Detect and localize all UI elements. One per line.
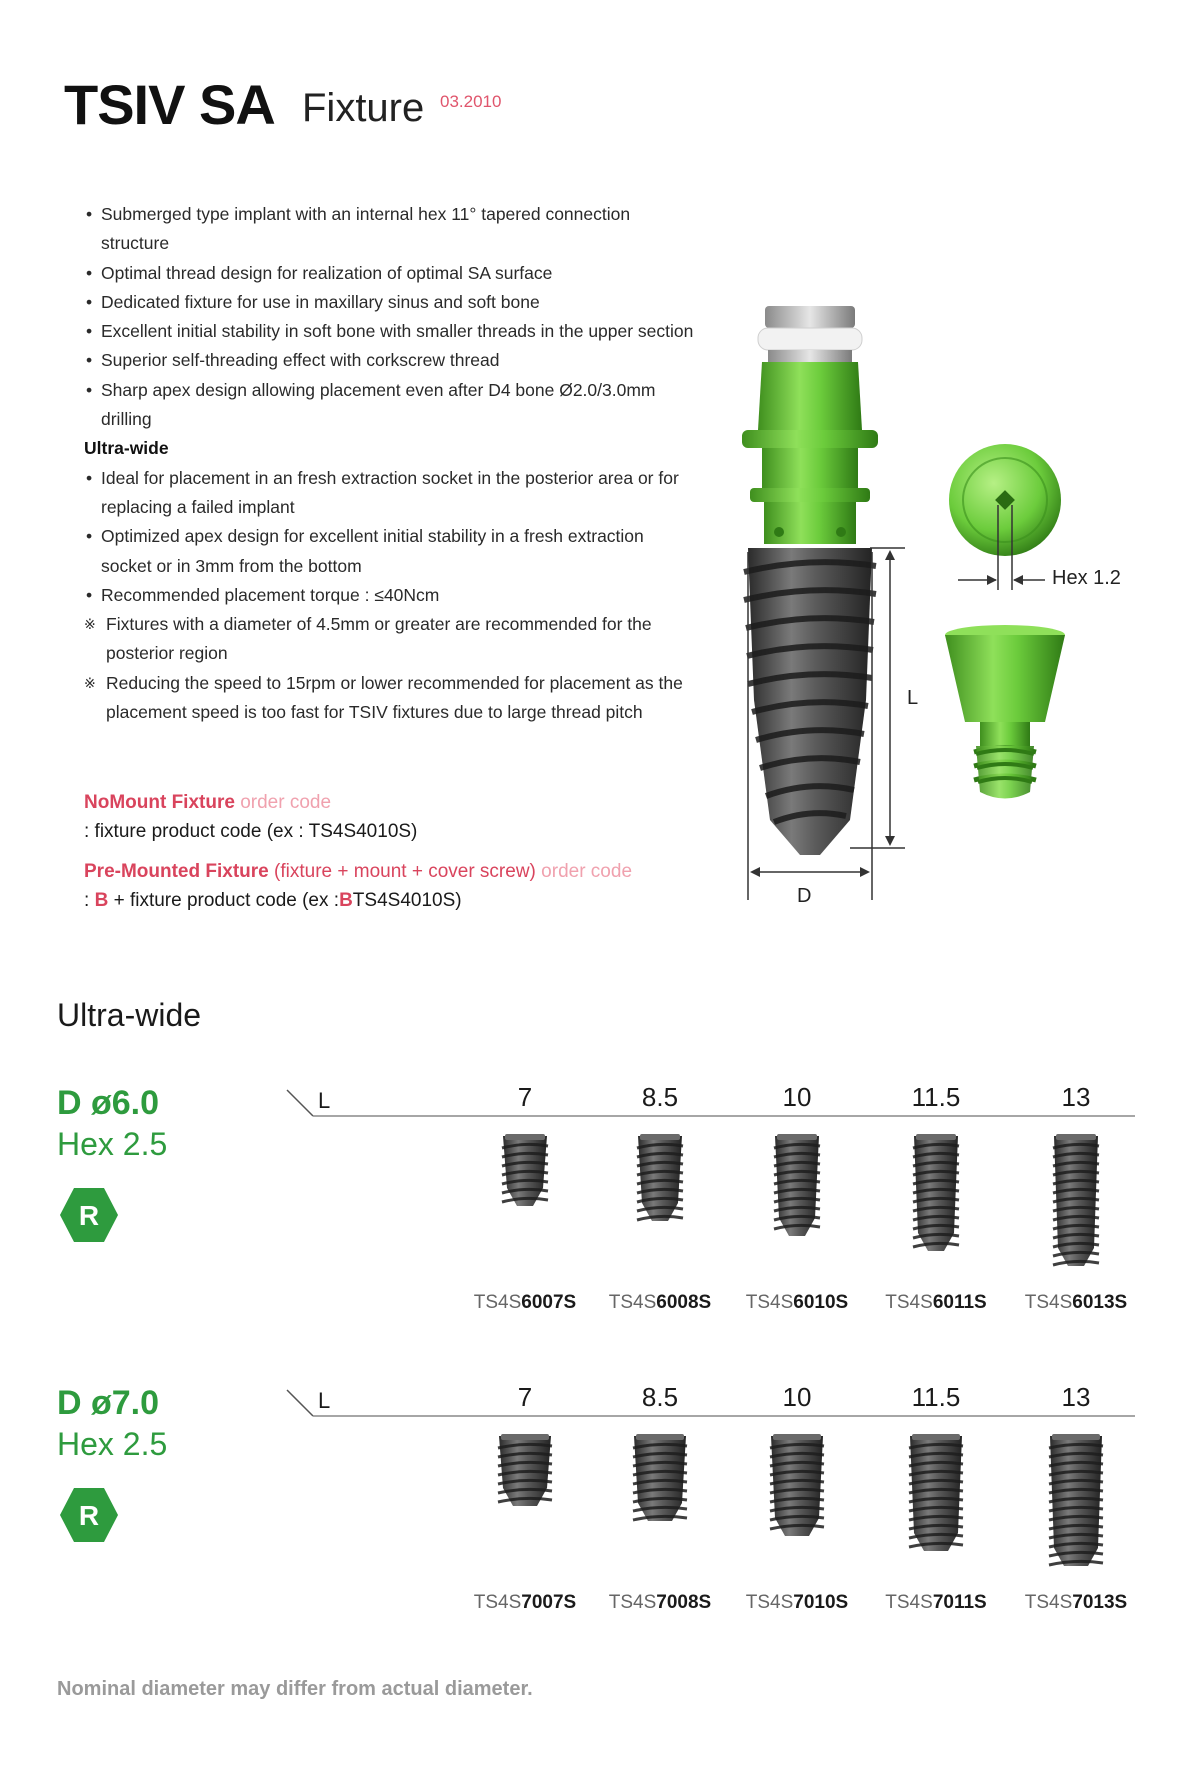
premount-order-line: : B + fixture product code (ex :BTS4S4010S) (84, 890, 462, 911)
product-code: TS4S7008S (608, 1592, 712, 1613)
premount-order-code-label: order code (541, 861, 633, 882)
nomount-order-heading (84, 788, 724, 817)
length-value: 10 (782, 1382, 812, 1412)
feature-note: ※ Reducing the speed to 15rpm or lower recommended for placement as the placement speed is too fast for TSIV fixtures due to large thread pitch (84, 669, 694, 728)
length-value: 11.5 (911, 1382, 961, 1412)
feature-item: • Submerged type implant with an internal hex 11° tapered connection structure (84, 200, 694, 259)
revision-date: 03.2010 (440, 92, 502, 111)
implant-image (1049, 1132, 1103, 1272)
implant-image (905, 1432, 967, 1557)
premount-title: Pre-Mounted Fixture (84, 861, 269, 882)
feature-item: • Ideal for placement in an fresh extraction socket in the posterior area or for replacing a failed implant (84, 464, 694, 523)
feature-item: • Optimal thread design for realization of optimal SA surface (84, 259, 694, 288)
mount-body (758, 362, 862, 430)
premount-b-example: B (339, 890, 353, 911)
feature-note: ※ Fixtures with a diameter of 4.5mm or greater are recommended for the posterior region (84, 610, 694, 669)
length-value: 7 (517, 1082, 533, 1112)
oring (758, 328, 862, 350)
length-axis-label: L (318, 1388, 331, 1413)
implant-image (633, 1132, 687, 1227)
feature-item: • Sharp apex design allowing placement even after D4 bone Ø2.0/3.0mm drilling (84, 376, 694, 435)
implant-image (1045, 1432, 1107, 1572)
regular-badge-icon (58, 1184, 120, 1246)
length-value: 11.5 (911, 1082, 961, 1112)
feature-item: • Dedicated fixture for use in maxillary sinus and soft bone (84, 288, 694, 317)
group-hex: Hex 2.5 (57, 1426, 168, 1462)
section-title: Ultra-wide (57, 997, 202, 1033)
diameter-label: D (797, 885, 812, 907)
implant-image (494, 1432, 556, 1512)
length-axis-label: L (318, 1088, 331, 1113)
group-diameter: D ø7.0 (57, 1384, 160, 1422)
length-label: L (907, 687, 919, 709)
feature-list (84, 200, 694, 727)
footnote: Nominal diameter may differ from actual diameter. (57, 1678, 533, 1700)
regular-badge-icon (58, 1484, 120, 1546)
product-code: TS4S6011S (885, 1292, 987, 1313)
group-diameter: D ø6.0 (57, 1084, 160, 1122)
nomount-order-code-label: order code (240, 792, 332, 813)
product-code: TS4S7011S (885, 1592, 987, 1613)
badge-letter: R (78, 1200, 100, 1231)
product-code: TS4S6007S (473, 1292, 577, 1313)
feature-item: • Excellent initial stability in soft bone with smaller threads in the upper section (84, 317, 694, 346)
hex-label: Hex 1.2 (1052, 567, 1121, 589)
premount-b-prefix: B (94, 890, 109, 911)
length-value: 8.5 (641, 1082, 679, 1112)
premount-order-heading (84, 857, 724, 886)
feature-item: • Optimized apex design for excellent initial stability in a fresh extraction socket or in 3mm from the bottom (84, 522, 694, 581)
length-value: 7 (517, 1382, 533, 1412)
length-value: 10 (782, 1082, 812, 1112)
length-value: 8.5 (641, 1382, 679, 1412)
group-hex: Hex 2.5 (57, 1126, 168, 1162)
implant-image (629, 1432, 691, 1527)
nomount-order-line: : fixture product code (ex : TS4S4010S) (84, 821, 418, 842)
length-value: 13 (1061, 1382, 1091, 1412)
feature-subhead: Ultra-wide (84, 438, 169, 459)
page-subtitle: Fixture (302, 86, 425, 130)
product-code: TS4S6013S (1024, 1292, 1128, 1313)
implant-image (766, 1432, 828, 1542)
implant-image (909, 1132, 963, 1257)
cover-screw-top (765, 306, 855, 328)
page-title: TSIV SA (64, 73, 275, 136)
product-code: TS4S7013S (1024, 1592, 1128, 1613)
nomount-title: NoMount Fixture (84, 792, 235, 813)
product-code: TS4S7010S (745, 1592, 849, 1613)
feature-item: • Recommended placement torque : ≤40Ncm (84, 581, 694, 610)
product-code: TS4S6010S (745, 1292, 849, 1313)
fixture-diagram (700, 300, 1170, 920)
mount-flange (742, 430, 878, 448)
feature-item: • Superior self-threading effect with corkscrew thread (84, 346, 694, 375)
length-value: 13 (1061, 1082, 1091, 1112)
product-code: TS4S6008S (608, 1292, 712, 1313)
premount-paren: (fixture + mount + cover screw) (274, 861, 536, 882)
product-code: TS4S7007S (473, 1592, 577, 1613)
badge-letter: R (78, 1500, 100, 1531)
implant-image (770, 1132, 824, 1242)
implant-image (498, 1132, 552, 1212)
